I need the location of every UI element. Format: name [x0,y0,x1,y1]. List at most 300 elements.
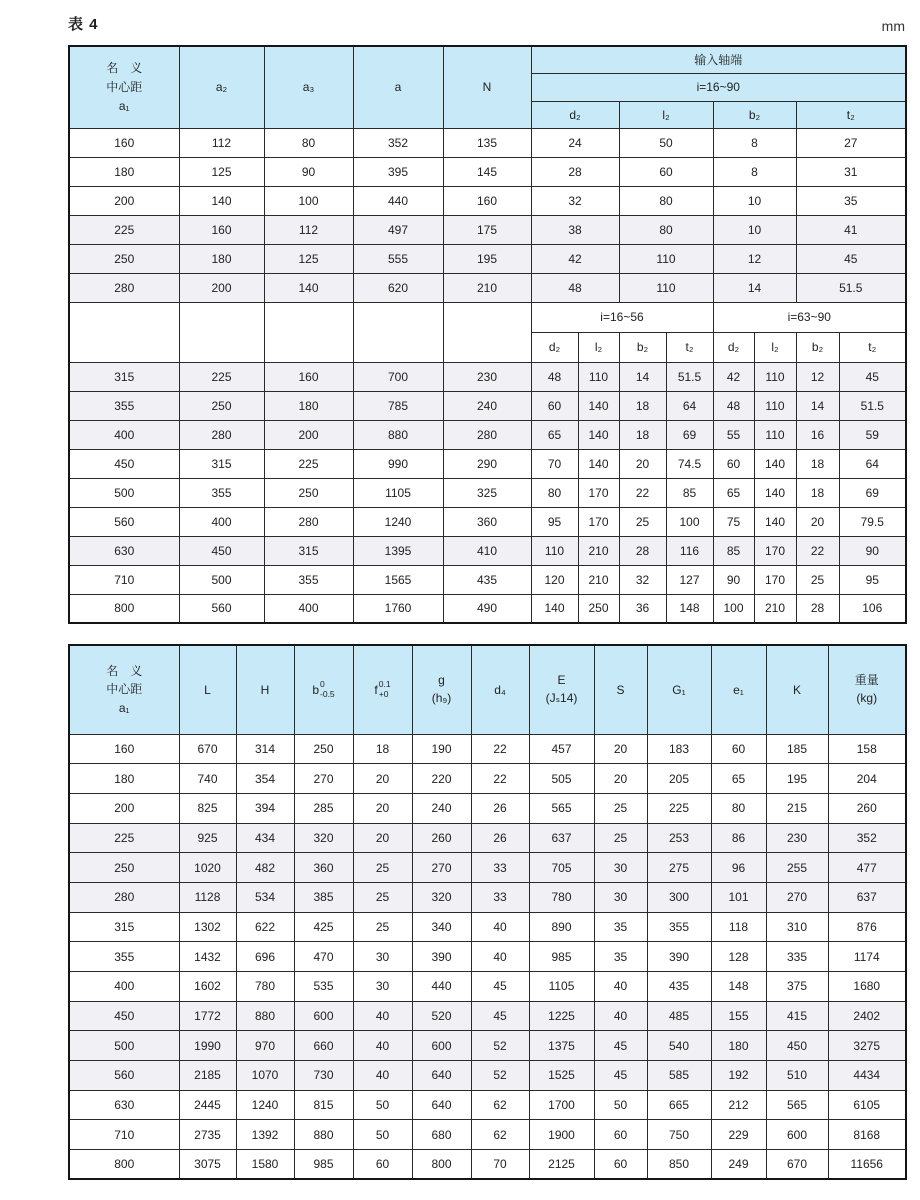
value-cell: 440 [412,972,471,1002]
value-cell: 65 [531,420,578,449]
value-cell: 140 [754,449,796,478]
value-cell: 90 [839,536,906,565]
tolerance-upper: 0.1 [378,678,391,689]
value-cell: 320 [412,882,471,912]
value-cell: 255 [766,853,828,883]
value-cell: 24 [531,128,619,157]
col-header-d2: d₂ [713,332,754,362]
value-cell: 210 [754,594,796,623]
value-cell: 16 [796,420,839,449]
value-cell: 30 [353,942,412,972]
value-cell: 96 [711,853,766,883]
value-cell: 670 [179,734,236,764]
col-header-b2: b₂ [713,101,796,128]
table-row [69,594,906,623]
value-cell: 3275 [828,1031,906,1061]
value-cell: 112 [264,215,353,244]
value-cell: 280 [264,507,353,536]
value-cell: 253 [647,823,711,853]
value-cell: 27 [796,128,906,157]
value-cell: 170 [578,478,619,507]
header-line: (h₉) [431,690,452,705]
value-cell: 215 [766,793,828,823]
value-cell: 45 [471,1001,529,1031]
value-cell: 1302 [179,912,236,942]
value-cell: 440 [353,186,443,215]
value-cell: 434 [236,823,294,853]
value-cell: 780 [236,972,294,1002]
value-cell: 482 [236,853,294,883]
value-cell: 65 [713,478,754,507]
center-distance-cell: 400 [69,972,179,1002]
value-cell: 1432 [179,942,236,972]
value-cell: 25 [353,882,412,912]
value-cell: 1240 [353,507,443,536]
value-cell: 45 [594,1061,647,1091]
value-cell: 200 [179,273,264,302]
value-cell: 170 [754,565,796,594]
value-cell: 355 [179,478,264,507]
value-cell: 230 [443,362,531,391]
empty-cell [179,302,264,362]
value-cell: 565 [766,1090,828,1120]
value-cell: 740 [179,764,236,794]
value-cell: 450 [179,536,264,565]
value-cell: 1392 [236,1120,294,1150]
value-cell: 140 [179,186,264,215]
value-cell: 48 [531,273,619,302]
value-cell: 275 [647,853,711,883]
table-row [69,1061,906,1091]
value-cell: 95 [839,565,906,594]
center-distance-cell: 710 [69,1120,179,1150]
value-cell: 457 [529,734,594,764]
value-cell: 50 [619,128,713,157]
value-cell: 3075 [179,1150,236,1180]
value-cell: 450 [766,1031,828,1061]
value-cell: 110 [754,420,796,449]
value-cell: 8168 [828,1120,906,1150]
header-line: 重量 [854,673,879,688]
value-cell: 210 [578,536,619,565]
col-header-t2: t₂ [796,101,906,128]
value-cell: 355 [647,912,711,942]
value-cell: 28 [619,536,666,565]
value-cell: 140 [754,478,796,507]
value-cell: 2402 [828,1001,906,1031]
header-line: 中心距 [106,682,143,697]
value-cell: 730 [294,1061,353,1091]
col-header-a2: a₂ [179,46,264,128]
value-cell: 637 [828,882,906,912]
value-cell: 780 [529,882,594,912]
value-cell: 352 [353,128,443,157]
value-cell: 260 [828,793,906,823]
value-cell: 390 [412,942,471,972]
value-cell: 485 [647,1001,711,1031]
value-cell: 20 [353,823,412,853]
value-cell: 64 [666,391,713,420]
value-cell: 35 [594,942,647,972]
tolerance-lower: +0 [378,688,389,699]
col-header-d2: d₂ [531,332,578,362]
table-row [69,449,906,478]
value-cell: 240 [443,391,531,420]
center-distance-cell: 280 [69,882,179,912]
value-cell: 40 [353,1001,412,1031]
dimension-table-2 [68,644,907,1180]
value-cell: 69 [839,478,906,507]
value-cell: 64 [839,449,906,478]
value-cell: 1240 [236,1090,294,1120]
value-cell: 128 [711,942,766,972]
value-cell: 490 [443,594,531,623]
value-cell: 155 [711,1001,766,1031]
empty-cell [69,302,179,362]
value-cell: 145 [443,157,531,186]
table-row [69,157,906,186]
value-cell: 45 [594,1031,647,1061]
value-cell: 140 [754,507,796,536]
empty-cell [264,302,353,362]
value-cell: 30 [353,972,412,1002]
value-cell: 25 [594,823,647,853]
col-header-H: H [236,645,294,734]
table-row [69,882,906,912]
value-cell: 48 [713,391,754,420]
col-header-S: S [594,645,647,734]
value-cell: 400 [179,507,264,536]
value-cell: 22 [471,764,529,794]
value-cell: 385 [294,882,353,912]
value-cell: 25 [796,565,839,594]
center-distance-cell: 280 [69,273,179,302]
table-row [69,478,906,507]
center-distance-cell: 250 [69,244,179,273]
center-distance-cell: 225 [69,823,179,853]
value-cell: 640 [412,1090,471,1120]
value-cell: 18 [796,449,839,478]
value-cell: 12 [796,362,839,391]
value-cell: 30 [594,853,647,883]
value-cell: 112 [179,128,264,157]
value-cell: 106 [839,594,906,623]
value-cell: 8 [713,157,796,186]
col-header-L: L [179,645,236,734]
value-cell: 1395 [353,536,443,565]
value-cell: 497 [353,215,443,244]
value-cell: 300 [647,882,711,912]
value-cell: 340 [412,912,471,942]
value-cell: 140 [264,273,353,302]
value-cell: 80 [619,186,713,215]
value-cell: 140 [578,391,619,420]
value-cell: 210 [443,273,531,302]
value-cell: 62 [471,1090,529,1120]
value-cell: 90 [713,565,754,594]
value-cell: 270 [294,764,353,794]
value-cell: 325 [443,478,531,507]
value-cell: 290 [443,449,531,478]
center-distance-cell: 315 [69,362,179,391]
value-cell: 2445 [179,1090,236,1120]
value-cell: 60 [531,391,578,420]
value-cell: 10 [713,186,796,215]
value-cell: 395 [353,157,443,186]
value-cell: 18 [619,391,666,420]
value-cell: 28 [531,157,619,186]
value-cell: 249 [711,1150,766,1180]
value-cell: 110 [531,536,578,565]
value-cell: 28 [796,594,839,623]
col-header-l2: l₂ [619,101,713,128]
value-cell: 229 [711,1120,766,1150]
value-cell: 69 [666,420,713,449]
value-cell: 200 [264,420,353,449]
empty-cell [353,302,443,362]
value-cell: 86 [711,823,766,853]
value-cell: 230 [766,823,828,853]
value-cell: 35 [594,912,647,942]
value-cell: 51.5 [839,391,906,420]
value-cell: 390 [647,942,711,972]
value-cell: 185 [766,734,828,764]
value-cell: 125 [179,157,264,186]
value-cell: 195 [766,764,828,794]
value-cell: 880 [294,1120,353,1150]
value-cell: 354 [236,764,294,794]
value-cell: 2735 [179,1120,236,1150]
value-cell: 65 [711,764,766,794]
value-cell: 160 [443,186,531,215]
value-cell: 60 [353,1150,412,1180]
value-cell: 535 [294,972,353,1002]
value-cell: 40 [353,1061,412,1091]
col-header-b2: b₂ [796,332,839,362]
value-cell: 750 [647,1120,711,1150]
value-cell: 26 [471,793,529,823]
table-row [69,1090,906,1120]
col-header-weight [828,645,906,734]
value-cell: 2125 [529,1150,594,1180]
value-cell: 50 [353,1120,412,1150]
value-cell: 670 [766,1150,828,1180]
value-cell: 876 [828,912,906,942]
table-row [69,1031,906,1061]
value-cell: 10 [713,215,796,244]
value-cell: 1525 [529,1061,594,1091]
value-cell: 505 [529,764,594,794]
value-cell: 700 [353,362,443,391]
value-cell: 22 [471,734,529,764]
col-header-d2: d₂ [531,101,619,128]
value-cell: 470 [294,942,353,972]
value-cell: 400 [264,594,353,623]
value-cell: 1105 [353,478,443,507]
value-cell: 110 [754,391,796,420]
value-cell: 825 [179,793,236,823]
table-row [69,823,906,853]
value-cell: 33 [471,882,529,912]
col-header-t2: t₂ [839,332,906,362]
value-cell: 352 [828,823,906,853]
value-cell: 110 [578,362,619,391]
value-cell: 210 [578,565,619,594]
value-cell: 1700 [529,1090,594,1120]
col-header-K: K [766,645,828,734]
value-cell: 30 [594,882,647,912]
table-row [69,244,906,273]
table-row [69,420,906,449]
col-header-g [412,645,471,734]
value-cell: 560 [179,594,264,623]
center-distance-cell: 630 [69,536,179,565]
value-cell: 80 [619,215,713,244]
value-cell: 585 [647,1061,711,1091]
center-distance-cell: 225 [69,215,179,244]
value-cell: 785 [353,391,443,420]
value-cell: 415 [766,1001,828,1031]
value-cell: 20 [619,449,666,478]
value-cell: 45 [839,362,906,391]
center-distance-cell: 560 [69,1061,179,1091]
value-cell: 180 [711,1031,766,1061]
value-cell: 135 [443,128,531,157]
value-cell: 1375 [529,1031,594,1061]
value-cell: 148 [711,972,766,1002]
value-cell: 40 [471,942,529,972]
value-cell: 640 [412,1061,471,1091]
table-row [69,972,906,1002]
value-cell: 110 [619,244,713,273]
value-cell: 75 [713,507,754,536]
value-cell: 40 [594,972,647,1002]
header-line: 名 义 [106,61,143,76]
value-cell: 80 [711,793,766,823]
value-cell: 31 [796,157,906,186]
value-cell: 160 [264,362,353,391]
tolerance-lower: -0.5 [320,688,335,699]
header-line: (kg) [856,690,878,705]
value-cell: 100 [666,507,713,536]
center-distance-cell: 180 [69,764,179,794]
value-cell: 637 [529,823,594,853]
header-line: a₁ [118,701,130,716]
value-cell: 18 [619,420,666,449]
value-cell: 1602 [179,972,236,1002]
col-header-N: N [443,46,531,128]
value-cell: 180 [179,244,264,273]
value-cell: 250 [578,594,619,623]
value-cell: 158 [828,734,906,764]
value-cell: 1680 [828,972,906,1002]
value-cell: 360 [443,507,531,536]
value-cell: 500 [179,565,264,594]
value-cell: 35 [796,186,906,215]
value-cell: 890 [529,912,594,942]
value-cell: 140 [578,420,619,449]
value-cell: 534 [236,882,294,912]
value-cell: 1900 [529,1120,594,1150]
header-line: E [557,673,566,688]
center-distance-cell: 180 [69,157,179,186]
value-cell: 225 [179,362,264,391]
value-cell: 1020 [179,853,236,883]
value-cell: 800 [412,1150,471,1180]
value-cell: 204 [828,764,906,794]
value-cell: 665 [647,1090,711,1120]
header-line: 名 义 [106,663,143,678]
value-cell: 315 [264,536,353,565]
value-cell: 125 [264,244,353,273]
value-cell: 280 [179,420,264,449]
table-row [69,273,906,302]
value-cell: 250 [179,391,264,420]
value-cell: 205 [647,764,711,794]
center-distance-cell: 200 [69,793,179,823]
value-cell: 20 [353,793,412,823]
value-cell: 600 [412,1031,471,1061]
value-cell: 510 [766,1061,828,1091]
value-cell: 175 [443,215,531,244]
table-row [69,186,906,215]
col-header-ratio-16-90: i=16~90 [531,73,906,101]
center-distance-cell: 160 [69,128,179,157]
value-cell: 101 [711,882,766,912]
value-cell: 195 [443,244,531,273]
value-cell: 20 [353,764,412,794]
value-cell: 880 [236,1001,294,1031]
value-cell: 212 [711,1090,766,1120]
value-cell: 8 [713,128,796,157]
empty-cell [443,302,531,362]
value-cell: 140 [578,449,619,478]
value-cell: 355 [264,565,353,594]
col-header-nominal-center-distance [69,645,179,734]
value-cell: 425 [294,912,353,942]
value-cell: 815 [294,1090,353,1120]
value-cell: 52 [471,1031,529,1061]
value-cell: 22 [619,478,666,507]
value-cell: 410 [443,536,531,565]
value-cell: 1128 [179,882,236,912]
value-cell: 620 [353,273,443,302]
table-row [69,764,906,794]
value-cell: 14 [713,273,796,302]
value-cell: 59 [839,420,906,449]
table-row [69,793,906,823]
value-cell: 95 [531,507,578,536]
center-distance-cell: 630 [69,1090,179,1120]
value-cell: 1174 [828,942,906,972]
table-row [69,1001,906,1031]
value-cell: 70 [471,1150,529,1180]
value-cell: 6105 [828,1090,906,1120]
col-header-a: a [353,46,443,128]
value-cell: 80 [531,478,578,507]
value-cell: 2185 [179,1061,236,1091]
value-cell: 140 [531,594,578,623]
value-cell: 14 [796,391,839,420]
value-cell: 540 [647,1031,711,1061]
value-cell: 250 [264,478,353,507]
col-header-b-tolerance [294,645,353,734]
value-cell: 520 [412,1001,471,1031]
value-cell: 4434 [828,1061,906,1091]
value-cell: 435 [647,972,711,1002]
value-cell: 880 [353,420,443,449]
center-distance-cell: 500 [69,478,179,507]
